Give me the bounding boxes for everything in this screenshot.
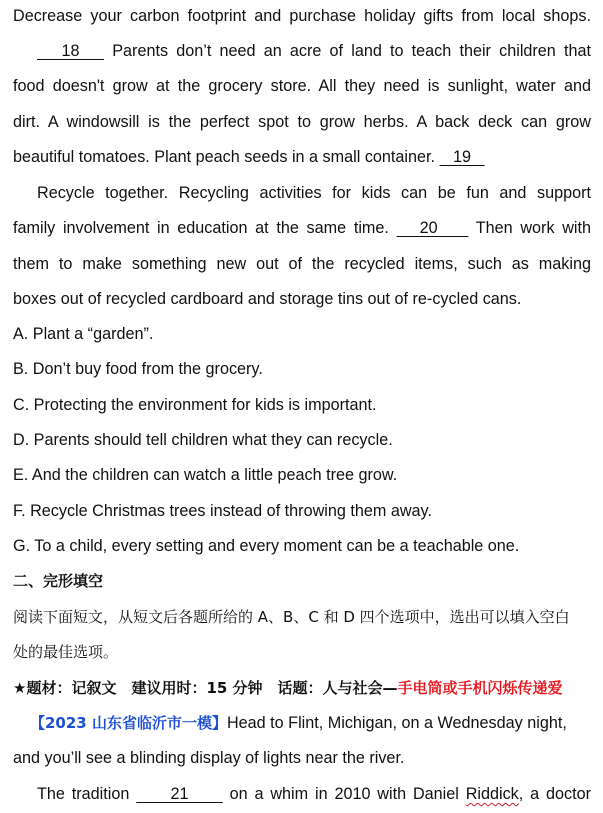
blank-19: 19 xyxy=(439,148,485,166)
text-span: on a whim in 2010 with Daniel xyxy=(222,785,466,803)
text-line: and you’ll see a blinding display of lights near the river. xyxy=(13,749,405,767)
text-line: them to make something new out of the recycled items, such as making xyxy=(13,255,591,273)
text-line: Decrease your carbon footprint and purchase holiday gifts from local shops. xyxy=(13,7,591,25)
text-line: food doesn't grow at the grocery store. All they need is sunlight, water and xyxy=(13,77,591,95)
text-span: beautiful tomatoes. Plant peach seeds in a small container. xyxy=(13,148,440,166)
text-line xyxy=(37,39,591,63)
option-e: E. And the children can watch a little peach tree grow. xyxy=(13,466,398,484)
section-heading: 二、完形填空 xyxy=(13,572,104,590)
instruction-line: 阅读下面短文，从短文后各题所给的 A、B、C 和 D 四个选项中，选出可以填入空白 xyxy=(13,608,570,626)
text-span: , a doctor xyxy=(518,785,591,803)
option-g: G. To a child, every setting and every moment can be a teachable one. xyxy=(13,537,520,555)
text-span: family involvement in education at the same time. xyxy=(13,219,397,237)
blank-18: 18 xyxy=(37,42,105,60)
blank-20: 20 xyxy=(396,219,469,237)
blank-21: 21 xyxy=(136,785,223,803)
text-line xyxy=(30,711,591,735)
text-line xyxy=(37,782,591,806)
option-a: A. Plant a “garden”. xyxy=(13,325,154,343)
meta-topic: 手电筒或手机闪烁传递爱 xyxy=(397,679,563,697)
option-b: B. Don’t buy food from the grocery. xyxy=(13,360,263,378)
text-span: Then work with xyxy=(468,219,592,237)
text-line: boxes out of recycled cardboard and storage tins out of re-cycled cans. xyxy=(13,290,522,308)
text-span: Parents don’t need an acre of land to teach their children that xyxy=(104,42,591,60)
option-c: C. Protecting the environment for kids is important. xyxy=(13,396,377,414)
text-line xyxy=(13,145,591,169)
text-line: dirt. A windowsill is the perfect spot to grow herbs. A back deck can grow xyxy=(13,113,591,131)
text-line: Recycle together. Recycling activities for kids can be fun and support xyxy=(37,184,591,202)
option-f: F. Recycle Christmas trees instead of throwing them away. xyxy=(13,502,432,520)
spellcheck-word: Riddick xyxy=(465,785,519,803)
text-span: Head to Flint, Michigan, on a Wednesday night, xyxy=(226,714,567,732)
instruction-line: 处的最佳选项。 xyxy=(13,643,119,661)
source-tag: 【2023 山东省临沂市一模】 xyxy=(30,714,227,732)
text-span: The tradition xyxy=(37,785,137,803)
meta-label: ★题材：记叙文 建议用时：15 分钟 话题：人与社会— xyxy=(13,679,398,697)
text-line xyxy=(13,216,591,240)
meta-line xyxy=(13,676,591,700)
option-d: D. Parents should tell children what they can recycle. xyxy=(13,431,393,449)
